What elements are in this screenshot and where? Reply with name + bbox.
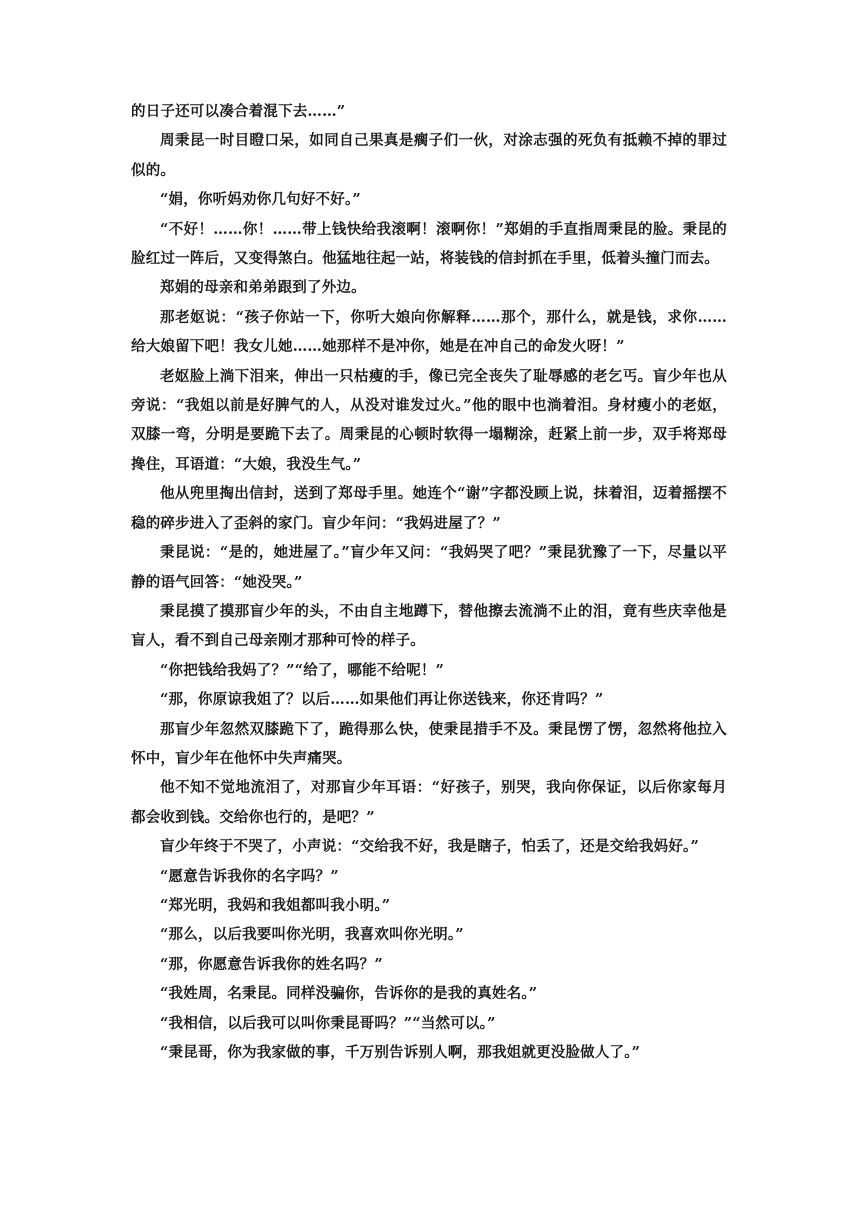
paragraph-15: 盲少年终于不哭了，小声说：“交给我不好，我是瞎子，怕丢了，还是交给我妈好。” [160,838,700,856]
paragraph-3: “娟，你听妈劝你几句好不好。” [160,191,361,209]
paragraph-10: 秉昆摸了摸那盲少年的头，不由自主地蹲下，替他擦去流淌不止的泪，竟有些庆幸他是盲人，看不到自己母亲刚才那种可怜的样子。 [131,602,727,650]
paragraph-21: “我相信，以后我可以叫你秉昆哥吗？”“当然可以。” [160,1014,496,1032]
paragraph-13: 那盲少年忽然双膝跪下了，跪得那么快，使秉昆措手不及。秉昆愣了愣，忽然将他拉入怀中，盲少年在他怀中失声痛哭。 [131,720,727,767]
paragraph-16: “愿意告诉我你的名字吗？” [160,867,339,885]
paragraph-12: “那，你原谅我姐了？以后……如果他们再让你送钱来，你还肯吗？” [160,691,604,709]
paragraph-11: “你把钱给我妈了？”“给了，哪能不给呢！” [160,661,445,679]
paragraph-5: 郑娟的母亲和弟弟跟到了外边。 [160,279,366,297]
paragraph-7: 老妪脸上淌下泪来，伸出一只枯瘦的手，像已完全丧失了耻辱感的老乞丐。盲少年也从旁说：“我姐以前是好脾气的人，从没对谁发过火。”他的眼中也淌着泪。身材瘦小的老妪，双膝一弯，分明是要跪下去了。周秉昆的心顿时软得一塌糊涂，赶紧上前一步，双手将郑母搀住，耳语道：“大娘，我没生气。” [131,367,727,473]
paragraph-22: “秉昆哥，你为我家做的事，千万别告诉别人啊，那我姐就更没脸做人了。” [160,1044,641,1061]
paragraph-14: 他不知不觉地流泪了，对那盲少年耳语：“好孩子，别哭，我向你保证，以后你家每月都会收到钱。交给你也行的，是吧？” [131,779,727,826]
paragraph-6: 那老妪说：“孩子你站一下，你听大娘向你解释……那个，那什么，就是钱，求你……给大娘留下吧！我女儿她……她那样不是冲你，她是在冲自己的命发火呀！” [131,308,727,356]
paragraph-18: “那么，以后我要叫你光明，我喜欢叫你光明。” [160,926,464,944]
paragraph-1: 的日子还可以凑合着混下去……” [131,103,346,120]
paragraph-17: “郑光明，我妈和我姐都叫我小明。” [160,896,391,914]
paragraph-2: 周秉昆一时目瞪口呆，如同自己果真是瘸子们一伙，对涂志强的死负有抵赖不掉的罪过似的。 [131,132,727,179]
paragraph-9: 秉昆说：“是的，她进屋了。”盲少年又问：“我妈哭了吧？”秉昆犹豫了一下，尽量以平静的语气回答：“她没哭。” [131,544,727,591]
paragraph-8: 他从兜里掏出信封，送到了郑母手里。她连个“谢”字都没顾上说，抹着泪，迈着摇摆不稳的碎步进入了歪斜的家门。盲少年问：“我妈进屋了？” [131,485,727,532]
paragraph-19: “那，你愿意告诉我你的姓名吗？” [160,955,383,973]
paragraph-20: “我姓周，名秉昆。同样没骗你，告诉你的是我的真姓名。” [160,985,538,1003]
document-body [131,97,727,1067]
paragraph-4: “不好！……你！……带上钱快给我滚啊！滚啊你！”郑娟的手直指周秉昆的脸。秉昆的脸红过一阵后，又变得煞白。他猛地往起一站，将装钱的信封抓在手里，低着头撞门而去。 [131,220,727,268]
